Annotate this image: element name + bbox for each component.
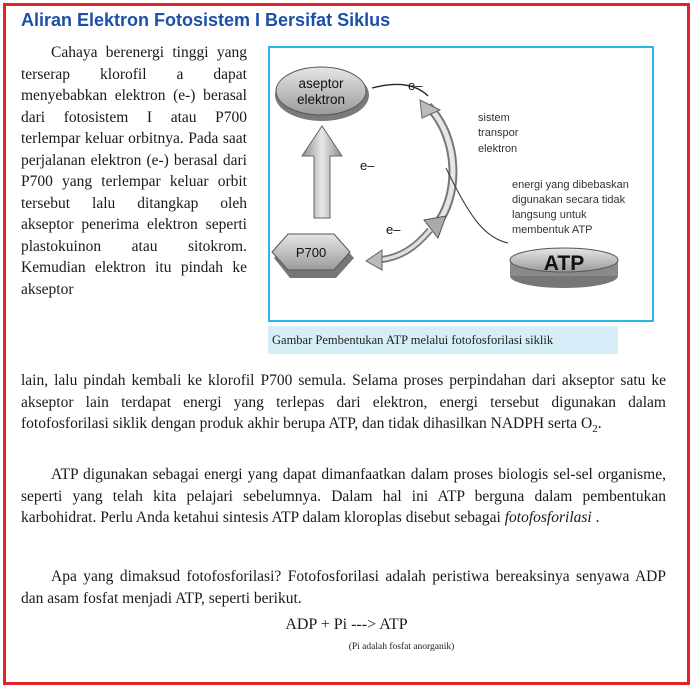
figure-cyclic-photophosphorylation — [268, 46, 654, 322]
paragraph-intro-continued — [21, 370, 666, 441]
acceptor-ellipse — [276, 67, 366, 115]
paragraph-intro-end: . — [597, 415, 602, 432]
transport-label-3: elektron — [478, 143, 518, 155]
equation-note: (Pi adalah fosfat anorganik) — [348, 642, 455, 652]
transport-label-2: transpor — [478, 127, 519, 139]
diagram — [270, 48, 652, 320]
electron-label-left: e– — [360, 158, 375, 173]
p700-label: P700 — [295, 245, 327, 260]
up-arrow — [302, 126, 342, 218]
acceptor-label-2: elektron — [296, 92, 346, 107]
paragraph-definition: Apa yang dimaksud fotofosforilasi? Fotofosforilasi adalah peristiwa bereaksinya senyawa ADP dan asam fosfat menjadi ATP, seperti berikut. — [21, 568, 666, 607]
energy-label-2: digunakan secara tidak — [512, 194, 626, 206]
caption-text: Gambar Pembentukan ATP melalui fotofosforilasi siklik — [272, 333, 554, 347]
energy-label-4: membentuk ATP — [512, 224, 593, 236]
electron-label-top: e– — [408, 78, 423, 93]
paragraph-atp-usage-text: ATP digunakan sebagai energi yang dapat dimanfaatkan dalam proses biologis sel-sel organisme, seperti yang telah kita pelajari sebelumnya. Dalam hal ini ATP berguna dalam pembentukan karbohidrat. Perlu Anda ketahui sintesis ATP dalam kloroplas disebut sebagai — [21, 466, 666, 526]
energy-label-3: langsung untuk — [512, 209, 587, 221]
term-fotofosforilasi: fotofosforilasi — [504, 509, 592, 526]
figure-caption — [268, 326, 618, 354]
section-title: Aliran Elektron Fotosistem I Bersifat Siklus — [21, 10, 391, 30]
atp-label: ATP — [543, 252, 585, 275]
reaction-equation: ADP + Pi ---> ATP — [285, 616, 408, 633]
acceptor-label-1: aseptor — [298, 76, 344, 91]
paragraph-intro-continued-text: lain, lalu pindah kembali ke klorofil P700 semula. Selama proses perpindahan dari akseptor satu ke akseptor lain terdapat energi yang terlepas dari elektron, energi tersebut digunakan dalam fotofosforilasi siklik dengan produk akhir berupa ATP, dan tidak dihasilkan NADPH serta O — [21, 372, 666, 432]
oxygen-subscript: 2 — [592, 423, 598, 436]
energy-label-1: energi yang dibebaskan — [512, 179, 629, 191]
paragraph-atp-usage-end: . — [591, 509, 600, 526]
paragraph-intro: Cahaya berenergi tinggi yang terserap klorofil a dapat menyebabkan elektron (e-) berasal dari fotosistem I atau P700 terlempar keluar orbitnya. Pada saat perjalanan elektron (e-) berasal dari P700 yang terlempar keluar orbit tersebut lalu ditangkap oleh akseptor penerima elektron seperti plastokuinon atau sitokrom. Kemudian elektron itu pindah ke akseptor — [21, 44, 247, 298]
paragraph-atp-usage — [21, 464, 666, 529]
electron-label-bottom: e– — [386, 222, 401, 237]
transport-label-1: sistem — [478, 112, 510, 124]
